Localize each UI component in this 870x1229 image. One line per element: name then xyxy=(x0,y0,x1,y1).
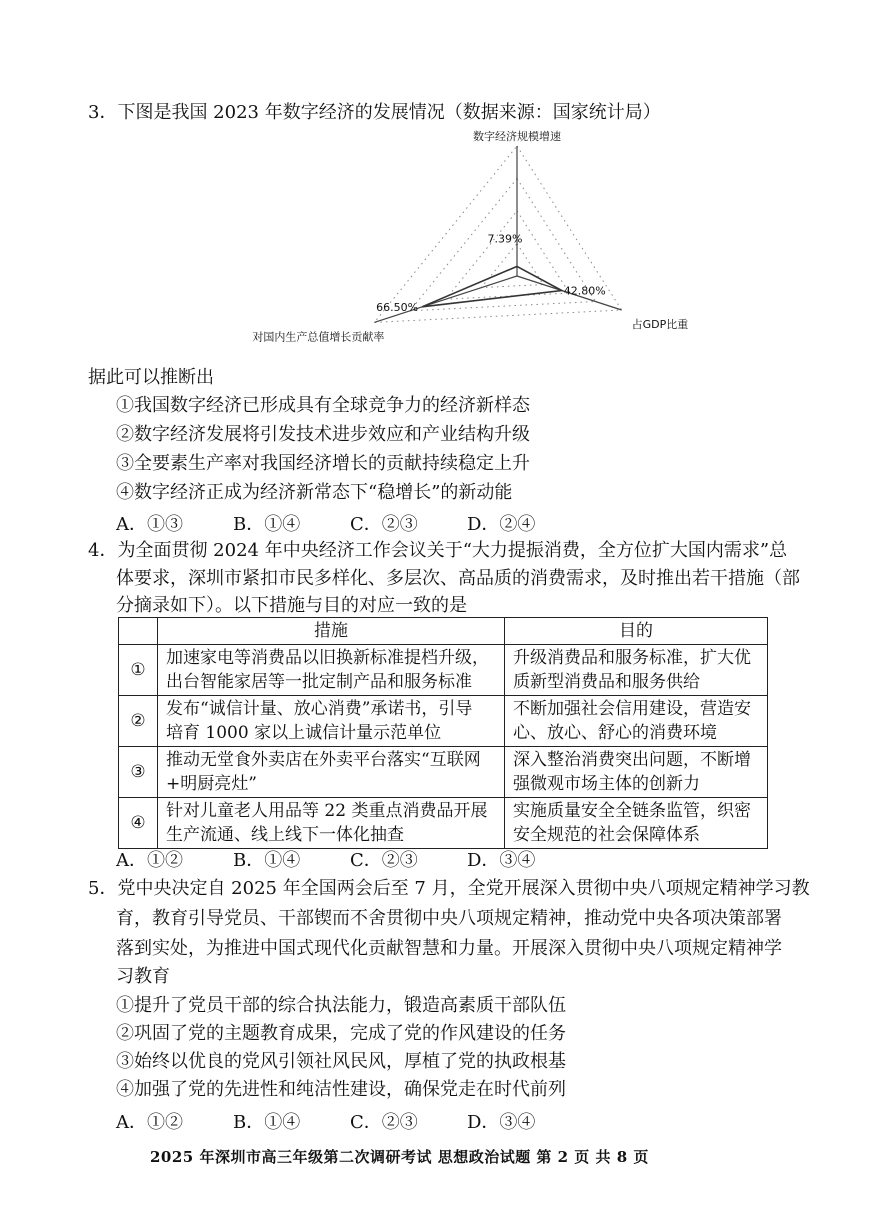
measure-line: 加速家电等消费品以旧换新标准提档升级， xyxy=(166,648,489,668)
row-number: ① xyxy=(119,645,158,696)
q5-stem-line-4: 习教育 xyxy=(116,966,170,987)
q5-item-1: ①提升了党员干部的综合执法能力，锻造高素质干部队伍 xyxy=(116,995,566,1016)
goal-cell xyxy=(505,747,768,798)
q3-item-4: ④数字经济正成为经济新常态下“稳增长”的新动能 xyxy=(116,482,513,503)
table-row xyxy=(119,798,768,849)
table-row xyxy=(119,645,768,696)
q5-stem-line-3: 落到实处，为推进中国式现代化贡献智慧和力量。开展深入贯彻中央八项规定精神学 xyxy=(116,938,782,959)
value-label-contribution: 66.50% xyxy=(376,300,419,314)
table-header-row xyxy=(119,618,768,645)
q3-option-d[interactable]: D．②④ xyxy=(467,514,536,535)
q5-options xyxy=(116,1108,535,1134)
value-label-growth: 7.39% xyxy=(487,232,523,246)
q3-lead: 据此可以推断出 xyxy=(88,367,214,388)
q3-item-3: ③全要素生产率对我国经济增长的贡献持续稳定上升 xyxy=(116,453,530,474)
measure-line: +明厨亮灶” xyxy=(166,774,257,794)
q4-option-b[interactable]: B．①④ xyxy=(233,850,301,871)
page-footer: 2025 年深圳市高三年级第二次调研考试 思想政治试题 第 2 页 共 8 页 xyxy=(150,1148,649,1166)
q4-options xyxy=(116,846,535,872)
q3-option-b[interactable]: B．①④ xyxy=(233,514,301,535)
q4-stem-line-1: 4．为全面贯彻 2024 年中央经济工作会议关于“大力提振消费，全方位扩大国内需求”总 xyxy=(88,540,788,561)
goal-line: 强微观市场主体的创新力 xyxy=(513,774,700,794)
axis-label-growth: 数字经济规模增速 xyxy=(473,130,561,143)
row-number: ④ xyxy=(119,798,158,849)
goal-cell xyxy=(505,798,768,849)
table-header-measure: 措施 xyxy=(158,618,505,645)
goal-line: 安全规范的社会保障体系 xyxy=(513,825,700,845)
radar-grid-ring xyxy=(446,211,570,299)
goal-line: 质新型消费品和服务供给 xyxy=(513,672,700,692)
q3-stem: 3．下图是我国 2023 年数字经济的发展情况（数据来源：国家统计局） xyxy=(88,102,661,123)
q5-item-3: ③始终以优良的党风引领社风民风，厚植了党的执政根基 xyxy=(116,1051,566,1072)
q3-item-1: ①我国数字经济已形成具有全球竞争力的经济新样态 xyxy=(116,395,530,416)
q4-option-a[interactable]: A．①② xyxy=(116,850,183,871)
measure-cell xyxy=(158,747,505,798)
measure-line: 针对儿童老人用品等 22 类重点消费品开展 xyxy=(166,801,488,821)
goal-line: 实施质量安全全链条监管，织密 xyxy=(513,801,751,821)
q3-option-a[interactable]: A．①③ xyxy=(116,514,183,535)
axis-label-gdp-share: 占GDP比重 xyxy=(631,317,689,331)
table-header-num xyxy=(119,618,158,645)
measure-line: 培育 1000 家以上诚信计量示范单位 xyxy=(166,723,442,743)
q5-option-b[interactable]: B．①④ xyxy=(233,1112,301,1133)
goal-line: 心、放心、舒心的消费环境 xyxy=(513,723,717,743)
table-row xyxy=(119,747,768,798)
goal-cell xyxy=(505,696,768,747)
q3-item-2: ②数字经济发展将引发技术进步效应和产业结构升级 xyxy=(116,424,530,445)
q5-option-a[interactable]: A．①② xyxy=(116,1112,183,1133)
measure-cell xyxy=(158,696,505,747)
measure-cell xyxy=(158,645,505,696)
measure-line: 发布“诚信计量、放心消费”承诺书，引导 xyxy=(166,699,473,719)
value-label-gdp-share: 42.80% xyxy=(563,284,606,298)
radar-chart xyxy=(252,128,689,370)
measures-table xyxy=(118,617,768,849)
q4-stem-line-2: 体要求，深圳市紧扣市民多样化、多层次、高品质的消费需求，及时推出若干措施（部 xyxy=(116,568,800,589)
measure-cell xyxy=(158,798,505,849)
q3-options xyxy=(116,510,535,536)
table-header-goal: 目的 xyxy=(505,618,768,645)
row-number: ② xyxy=(119,696,158,747)
goal-cell xyxy=(505,645,768,696)
measure-line: 生产流通、线上线下一体化抽查 xyxy=(166,825,404,845)
q5-stem-line-1: 5．党中央决定自 2025 年全国两会后至 7 月，全党开展深入贯彻中央八项规定精神学习教 xyxy=(88,878,810,899)
q3-option-c[interactable]: C．②③ xyxy=(350,514,418,535)
goal-line: 不断加强社会信用建设，营造安 xyxy=(513,699,751,719)
goal-line: 升级消费品和服务标准，扩大优 xyxy=(513,648,751,668)
radar-axis-line xyxy=(374,276,517,322)
goal-line: 深入整治消费突出问题，不断增 xyxy=(513,750,751,770)
q5-stem-line-2: 育，教育引导党员、干部锲而不舍贯彻中央八项规定精神，推动党中央各项决策部署 xyxy=(116,908,782,929)
measure-line: 出台智能家居等一批定制产品和服务标准 xyxy=(166,672,472,692)
q5-item-4: ④加强了党的先进性和纯洁性建设，确保党走在时代前列 xyxy=(116,1079,566,1100)
measure-line: 推动无堂食外卖店在外卖平台落实“互联网 xyxy=(166,750,481,770)
q5-option-d[interactable]: D．③④ xyxy=(467,1112,536,1133)
axis-label-contribution: 对国内生产总值增长贡献率 xyxy=(252,330,385,344)
q5-item-2: ②巩固了党的主题教育成果，完成了党的作风建设的任务 xyxy=(116,1023,566,1044)
table-row xyxy=(119,696,768,747)
row-number: ③ xyxy=(119,747,158,798)
q4-stem-line-3: 分摘录如下）。以下措施与目的对应一致的是 xyxy=(116,595,467,616)
q4-option-c[interactable]: C．②③ xyxy=(350,850,418,871)
q5-option-c[interactable]: C．②③ xyxy=(350,1112,418,1133)
q4-option-d[interactable]: D．③④ xyxy=(467,850,536,871)
